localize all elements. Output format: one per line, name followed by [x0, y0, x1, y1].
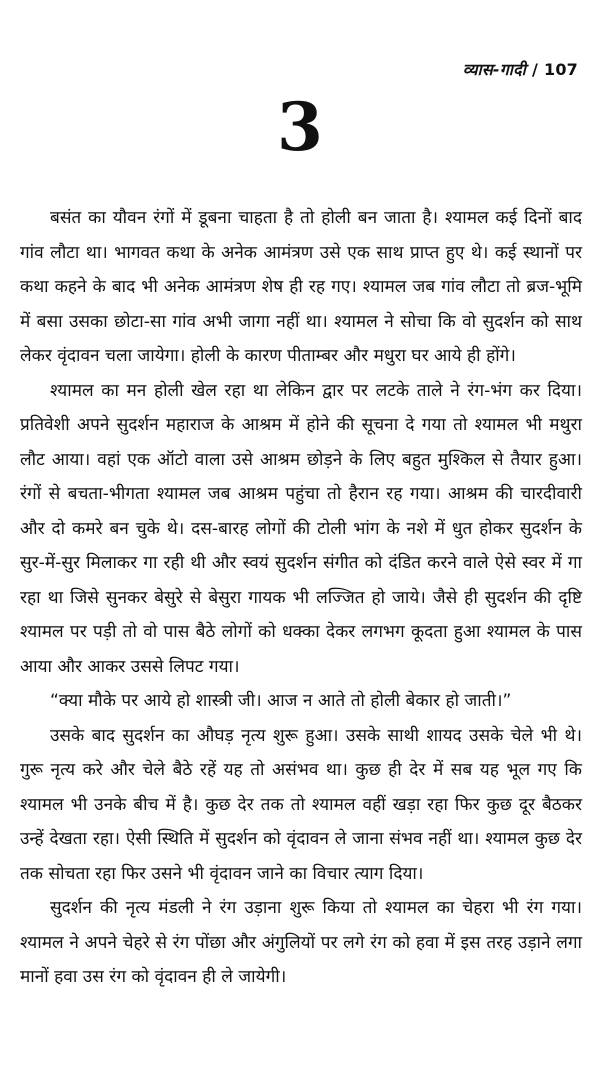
chapter-body [20, 201, 582, 995]
paragraph: बसंत का यौवन रंगों में डूबना चाहता है तो होली बन जाता है। श्यामल कई दिनों बाद गांव लौटा था। भागवत कथा के अनेक आमंत्रण उसे एक साथ प्राप्त हुए थे। कई स्थानों पर कथा कहने के बाद भी अनेक आमंत्रण शेष ही रह गए। श्यामल जब गांव लौटा तो ब्रज-भूमि में बसा उसका छोटा-सा गांव अभी जागा नहीं था। श्यामल ने सोचा कि वो सुदर्शन को साथ लेकर वृंदावन चला जायेगा। होली के कारण पीताम्बर और मधुरा घर आये ही होंगे। [20, 208, 582, 366]
paragraph: उसके बाद सुदर्शन का औघड़ नृत्य शुरू हुआ। उसके साथी शायद उसके चेले भी थे। गुरू नृत्य करे और चेले बैठे रहें यह तो असंभव था। कुछ ही देर में सब यह भूल गए कि श्यामल भी उनके बीच में है। कुछ देर तक तो श्यामल वहीं खड़ा रहा फिर कुछ दूर बैठकर उन्हें देखता रहा। ऐसी स्थिति में सुदर्शन को वृंदावन ले जाना संभव नहीं था। श्यामल कुछ देर तक सोचता रहा फिर उसने भी वृंदावन जाने का विचार त्याग दिया। [20, 725, 582, 884]
running-header [463, 58, 578, 80]
paragraph: सुदर्शन की नृत्य मंडली ने रंग उड़ाना शुरू किया तो श्यामल का चेहरा भी रंग गया। श्यामल ने अपने चेहरे से रंग पोंछा और अंगुलियों पर लगे रंग को हवा में इस तरह उड़ाने लगा मानों हवा उस रंग को वृंदावन ही ले जायेगी। [20, 898, 582, 987]
page-number: 107 [544, 60, 578, 79]
chapter-number: 3 [277, 88, 323, 166]
book-title: व्यास-गादी [462, 60, 526, 79]
header-separator: / [531, 60, 538, 79]
paragraph: “क्या मौके पर आये हो शास्त्री जी। आज न आते तो होली बेकार हो जाती।” [50, 691, 512, 711]
paragraph: श्यामल का मन होली खेल रहा था लेकिन द्वार पर लटके ताले ने रंग-भंग कर दिया। प्रतिवेशी अपने सुदर्शन महाराज के आश्रम में होने की सूचना दे गया तो श्यामल भी मथुरा लौट आया। वहां एक ऑटो वाला उसे आश्रम छोड़ने के लिए बहुत मुश्किल से तैयार हुआ। रंगों से बचता-भीगता श्यामल जब आश्रम पहुंचा तो हैरान रह गया। आश्रम की चारदीवारी और दो कमरे बन चुके थे। दस-बारह लोगों की टोली भांग के नशे में धुत होकर सुदर्शन के सुर-में-सुर मिलाकर गा रही थी और स्वयं सुदर्शन संगीत को दंडित करने वाले ऐसे स्वर में गा रहा था जिसे सुनकर बेसुरे से बेसुरा गायक भी लज्जित हो जाये। जैसे ही सुदर्शन की दृष्टि श्यामल पर पड़ी तो वो पास बैठे लोगों को धक्का देकर लगभग कूदता हुआ श्यामल के पास आया और आकर उससे लिपट गया। [20, 380, 582, 677]
